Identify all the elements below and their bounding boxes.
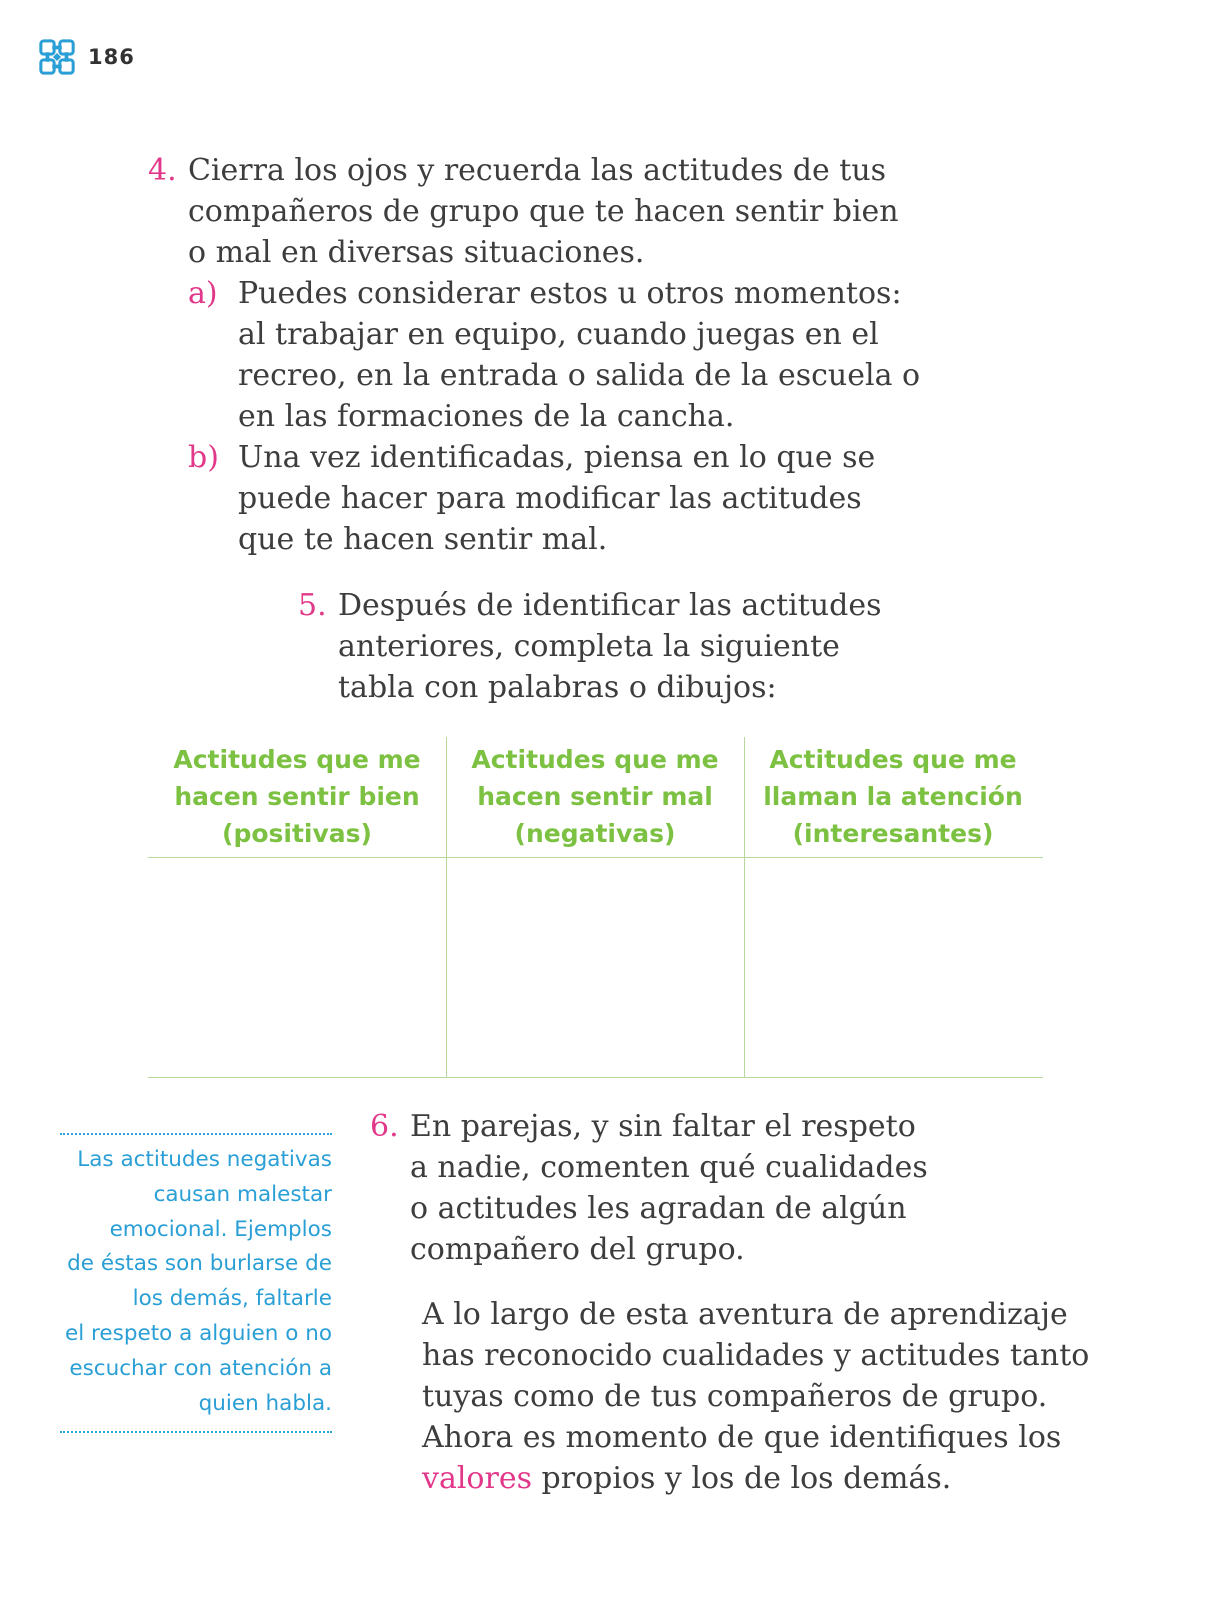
table-cell-negative[interactable] [447,858,744,1077]
question-4a [188,273,921,437]
question-5 [298,585,918,708]
question-4a-text: Puedes considerar estos u otros momentos: al trabajar en equipo, cuando juegas en el recreo, en la entrada o salida de la escuela o en las formaciones de la cancha. [238,276,921,434]
table-cell-interesting[interactable] [745,858,1043,1077]
question-5-number: 5. [298,588,327,623]
question-4b-text: Una vez identificadas, piensa en lo que se puede hacer para modificar las actitudes que te hacen sentir mal. [238,440,876,557]
closing-paragraph: A lo largo de esta aventura de aprendizaje has reconocido cualidades y actitudes tanto tuyas como de tus compañeros de grupo. Ahora es momento de que identifiques los valores propios y los de los demás. [422,1294,1102,1499]
question-4-text: Cierra los ojos y recuerda las actitudes de tus compañeros de grupo que te hacen sentir bien o mal en diversas situaciones. [188,153,899,270]
question-4 [148,150,921,560]
question-5-text: Después de identificar las actitudes anteriores, completa la siguiente tabla con palabras o dibujos: [338,588,882,705]
highlight-valores: valores [422,1461,532,1496]
question-4b-letter: b) [188,440,219,475]
page-number: 186 [88,45,135,69]
question-4b [188,437,908,560]
question-6-number: 6. [370,1109,399,1144]
question-4a-letter: a) [188,276,218,311]
question-6 [370,1106,970,1270]
attitudes-table [148,737,1043,1079]
closing-last-line: valores propios y los de los demás. [422,1461,952,1496]
question-4-number: 4. [148,153,177,188]
column-header-negative: Actitudes que me hacen sentir mal (negativas) [471,745,719,848]
blue-knot-emblem-icon [38,38,76,76]
table-bottom-border [148,1077,1043,1078]
column-header-positive: Actitudes que me hacen sentir bien (positivas) [173,745,421,848]
column-header-interesting: Actitudes que me llaman la atención (interesantes) [763,745,1023,848]
page-header [38,38,135,76]
table-cell-positive[interactable] [148,858,446,1077]
sidenote-negative-attitudes: Las actitudes negativas causan malestar emocional. Ejemplos de éstas son burlarse de los demás, faltarle el respeto a alguien o no escuchar con atención a quien habla. [60,1133,332,1433]
question-6-text: En parejas, y sin faltar el respeto a nadie, comenten qué cualidades o actitudes les agradan de algún compañero del grupo. [410,1109,928,1267]
